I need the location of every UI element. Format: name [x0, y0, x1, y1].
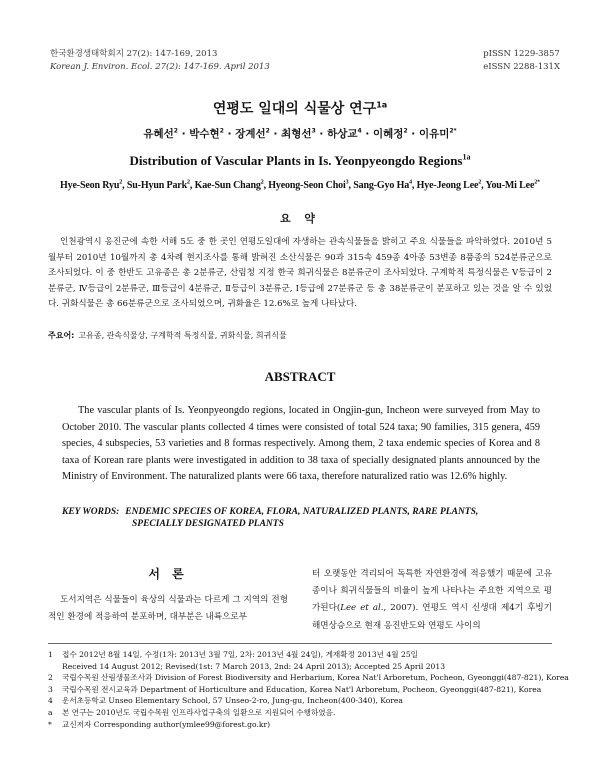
author-affiliation-mark: 3 [345, 179, 349, 186]
author-separator: · [269, 128, 282, 140]
author-affiliation-mark: 4 [357, 127, 362, 135]
author-affiliation-mark: 2 [478, 179, 482, 186]
title-english-text: Distribution of Vascular Plants in Is. Yeonpyeongdo Regions [129, 153, 463, 168]
author-name: Hyeong-Seon Choi [268, 180, 346, 191]
author-affiliation-mark: 2 [260, 179, 264, 186]
footnote-item [48, 661, 552, 673]
author-separator: · [361, 128, 373, 140]
author-name: Su-Hyun Park [126, 180, 188, 191]
footnote-item [48, 649, 552, 661]
footnote-text: 접수 2012년 8월 14일, 수정(1차: 2013년 3월 7일, 2차: 2013년 4월 24일), 게재확정 2013년 4월 25일 [62, 650, 418, 659]
title-korean-sup: 1a [376, 100, 388, 110]
journal-name-en: Korean J. Environ. Ecol. 27(2): 147-169. April 2013 [50, 62, 270, 72]
english-abstract: The vascular plants of Is. Yeonpyeongdo regions, located in Ongjin-gun, Incheon were surveyed from May to October 2010. The vascular plants collected 4 times were consisted of total 524 taxa; 90 families, 315 genera, 459 species, 4 subspecies, 53 varieties and 8 formas respectively. Among them, 2 taxa endemic species of Korea and 8 taxa of Korean rare plants were investigated in addition to 38 taxa of specially designated plants announced by the Ministry of Environment. The naturalized plants were 66 taxa, therefore naturalized ratio was 12.6% highly. [62, 405, 540, 483]
author-separator: · [315, 128, 328, 140]
footnote-item [48, 695, 552, 707]
footnote-mark: * [48, 719, 52, 729]
eissn: eISSN 2288-131X [483, 62, 560, 72]
journal-name-kr: 한국환경생태학회지 27(2): 147-169, 2013 [50, 49, 218, 59]
author-name: 박수현 [189, 128, 220, 140]
authors-english [12, 180, 588, 191]
footnote-item [48, 719, 552, 731]
abstract-heading: ABSTRACT [264, 369, 336, 384]
footnote-mark: 3 [48, 684, 53, 694]
author-separator: , [411, 180, 417, 191]
title-korean-text: 연평도 일대의 식물상 연구 [212, 101, 377, 117]
author-name: Kae-Sun Chang [194, 180, 261, 191]
author-name: You-Mi Lee [485, 180, 535, 191]
title-korean [0, 98, 600, 118]
author-affiliation-mark: 3 [311, 127, 316, 135]
author-separator: , [189, 180, 195, 191]
author-name: 하상교 [327, 128, 358, 140]
introduction-right-column [312, 566, 552, 635]
author-affiliation-mark: 2 [219, 127, 224, 135]
author-affiliation-mark: 2 [173, 127, 178, 135]
author-name: 장계선 [235, 128, 266, 140]
pissn: pISSN 1229-3857 [483, 49, 560, 59]
footnote-text: 국립수목원 산림생물조사과 Division of Forest Biodiversity and Herbarium, Korea Nat'l Arboretum, Pocheon, Gyeonggi(487-821), Korea [62, 673, 569, 683]
korean-abstract: 인천광역시 옹진군에 속한 서해 5도 중 한 곳인 연평도일대에 자생하는 관속식물들을 밝히고 주요 식물들을 파악하였다. 2010년 5월부터 2010년 10월까지 총 4차례 현지조사를 통해 밝혀진 소산식물은 90과 315속 459종 4아종 53변종 8품종의 524분류군으로 조사되었다. 이 중 한반도 고유종은 총 2분류군, 산림청 지정 한국 희귀식물은 8분류군이 조사되었다. 구계학적 특정식물은 Ⅴ등급이 2분류군, Ⅳ등급이 2분류군, Ⅲ등급이 4분류군, Ⅱ등급이 3분류군, Ⅰ등급에 27분류군 등 총 38분류군이 분포하고 있는 것을 알 수 있었다. 귀화식물은 총 66분류군으로 조사되었으며, 귀화율은 12.6%로 높게 나타났다. [48, 237, 552, 310]
footnote-mark: 2 [48, 673, 53, 683]
author-name: 이혜정 [373, 128, 404, 140]
english-keywords-label: KEY WORDS: [62, 507, 120, 517]
author-affiliation-mark: 4 [409, 179, 412, 186]
journal-header [50, 48, 270, 74]
author-affiliation-mark: 2 [265, 127, 270, 135]
author-separator: , [348, 180, 354, 191]
author-separator: , [481, 180, 486, 191]
author-name: Hye-Jeong Lee [416, 180, 479, 191]
author-separator: · [223, 128, 236, 140]
author-separator: · [407, 128, 419, 140]
english-keywords-line2: SPECIALLY DESIGNATED PLANTS [132, 519, 284, 529]
english-keywords-line1: ENDEMIC SPECIES OF KOREA, FLORA, NATURALIZED PLANTS, RARE PLANTS, [125, 507, 479, 517]
english-keywords [62, 506, 540, 530]
author-affiliation-mark: 2 [187, 179, 190, 186]
footnote-text: 교신저자 Corresponding author(ymlee99@forest.go.kr) [62, 719, 271, 729]
author-name: 최형선 [281, 128, 312, 140]
title-english [0, 153, 600, 169]
author-affiliation-mark: 2* [534, 179, 540, 186]
footnote-mark: a [48, 707, 53, 717]
author-separator: , [263, 180, 269, 191]
author-name: 이유미 [418, 128, 450, 140]
footnote-item [48, 684, 552, 696]
korean-keywords-label: 주요어: [48, 331, 75, 340]
authors-korean [0, 126, 600, 141]
issn-block [483, 48, 560, 74]
title-english-sup: 1a [462, 152, 471, 162]
footnote-text: 운서초등학교 Unseo Elementary School, 57 Unseo-2-ro, Jung-gu, Incheon(400-340), Korea [62, 696, 403, 706]
footnote-divider [48, 643, 552, 644]
korean-keywords [48, 330, 552, 341]
footnote-text: 국립수목원 전시교육과 Department of Horticulture and Education, Korea Nat'l Arboretum, Pocheon, Gyeonggi(487-821), Korea [62, 684, 542, 694]
intro-right-text-2: , 2007). 연평도 역시 신생대 제4기 후빙기 해면상승으로 현재 옹진반도와 연평도 사이의 [312, 603, 552, 631]
author-separator: · [177, 128, 190, 140]
author-name: Sang-Gyo Ha [353, 180, 410, 191]
intro-citation: Lee et al. [340, 603, 384, 614]
footnote-mark: 1 [48, 650, 53, 659]
footnotes [48, 649, 569, 730]
introduction-heading: 서 론 [148, 567, 188, 581]
author-name: 유혜선 [143, 128, 174, 140]
intro-right-text-1: 터 오랫동안 격리되어 독특한 자연환경에 적응했기 때문에 고유종이나 희귀식물들의 비율이 높게 나타나는 주요한 지역으로 평가된다( [312, 569, 552, 614]
author-affiliation-mark: 2 [403, 127, 408, 135]
footnote-item [48, 672, 569, 684]
author-name: Hye-Seon Ryu [60, 180, 120, 191]
korean-abstract-heading: 요 약 [279, 212, 321, 225]
footnote-text: Received 14 August 2012; Revised(1st: 7 March 2013, 2nd: 24 April 2013); Accepted 25 April 2013 [62, 661, 446, 671]
footnote-item [48, 707, 552, 719]
footnote-text: 본 연구는 2010년도 국립수목원 인프라사업구축의 일환으로 지원되어 수행하였음. [62, 707, 336, 717]
author-separator: , [122, 180, 127, 191]
korean-keywords-text: 고유종, 관속식물상, 구계학적 특정식물, 귀화식물, 희귀식물 [78, 331, 287, 340]
footnote-mark: 4 [48, 696, 53, 706]
author-affiliation-mark: 2 [119, 179, 123, 186]
author-affiliation-mark: 2* [449, 127, 457, 135]
introduction-left-column: 도서지역은 식물들이 육상의 식물과는 다르게 그 지역의 전형적인 환경에 적응하여 분포하며, 대부분은 내륙으로부 [48, 595, 288, 622]
